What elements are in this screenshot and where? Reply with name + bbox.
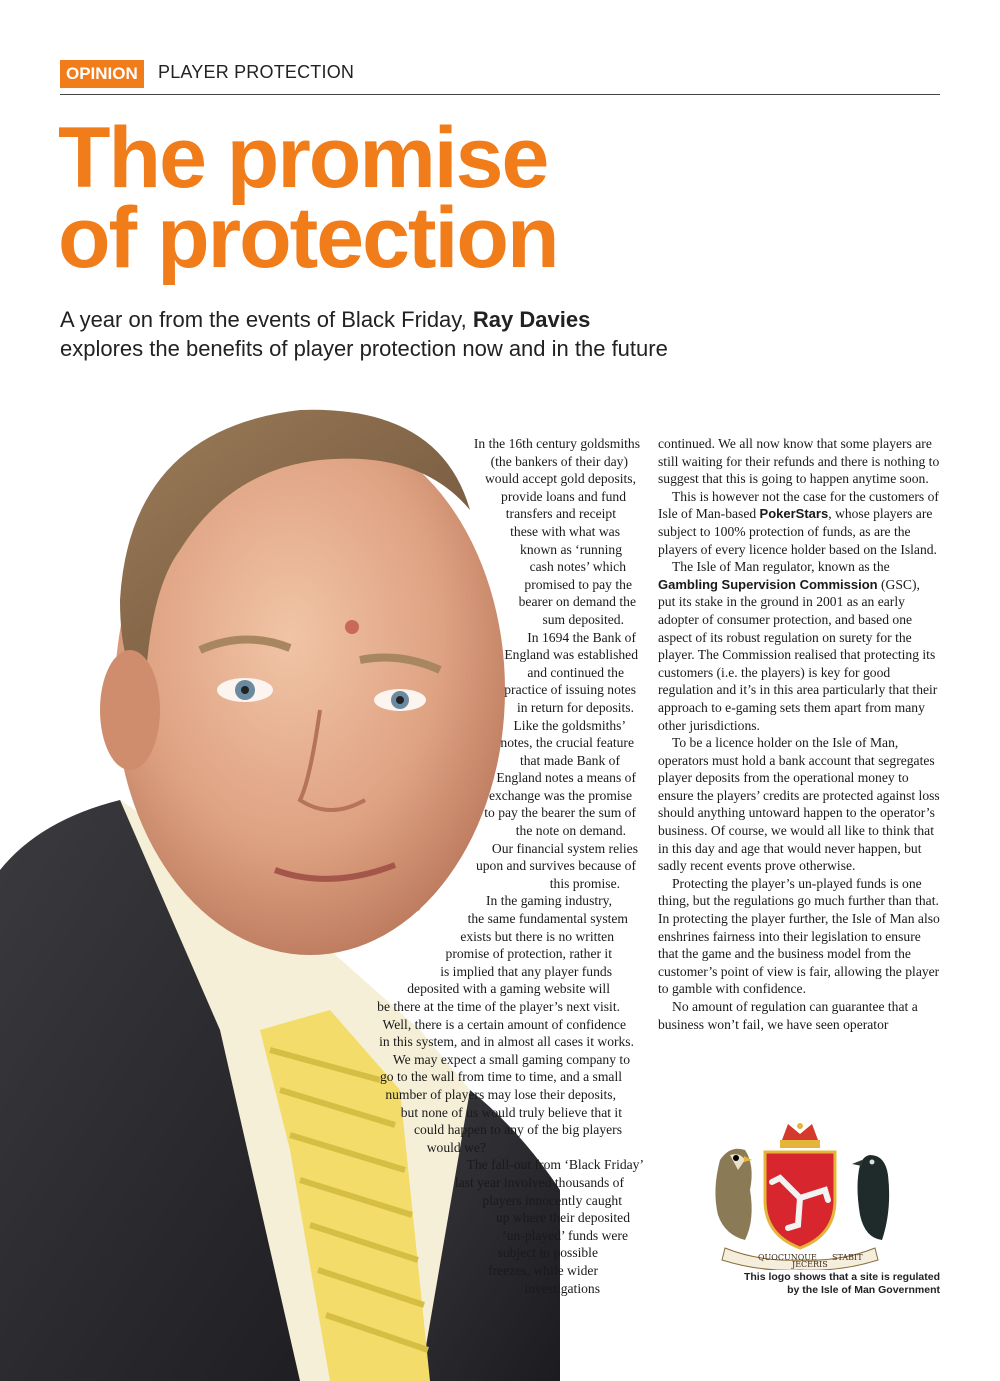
article-line: would accept gold deposits, <box>484 471 636 487</box>
paragraph-text: This is however not the case for the customers of Isle of Man-based <box>658 488 939 522</box>
article-line: Like the goldsmiths’ <box>513 717 626 733</box>
author-name: Ray Davies <box>472 307 591 332</box>
article-line: ‘un-played’ funds were <box>502 1227 628 1243</box>
article-column-one <box>0 435 644 1297</box>
article-line: to pay the bearer the sum of <box>484 805 636 821</box>
article-line: the note on demand. <box>515 823 626 839</box>
article-line: In the 16th century goldsmiths <box>473 436 640 451</box>
article-line: be there at the time of the player’s next visit. <box>377 999 620 1014</box>
article-line: (the bankers of their day) <box>490 453 628 469</box>
article-line: deposited with a gaming website will <box>407 981 610 997</box>
article-line: In the gaming industry, <box>486 893 612 909</box>
article-line: provide loans and fund <box>501 488 626 504</box>
caption-line-1: This logo shows that a site is regulated <box>743 1271 940 1283</box>
article-line: cash notes’ which <box>529 559 626 575</box>
article-line: upon and survives because of <box>475 858 636 874</box>
article-line: promise of protection, rather it <box>445 946 612 962</box>
article-line: could happen to any of the big players <box>413 1122 622 1138</box>
article-line: transfers and receipt <box>505 506 616 522</box>
crest-caption <box>700 1271 940 1297</box>
article-line: In 1694 the Bank of <box>527 629 636 645</box>
article-line: and continued the <box>527 664 624 680</box>
article-line: exists but there is no written <box>460 928 614 944</box>
crest-motto-middle: JECERIS <box>792 1260 828 1269</box>
headline-line-1: The promise <box>58 110 548 206</box>
gsc-name: Gambling Supervision Commission <box>658 576 878 592</box>
article-line: exchange was the promise <box>488 787 632 803</box>
headline-line-2: of protection <box>58 190 558 286</box>
article-line: is implied that any player funds <box>440 963 612 979</box>
article-line: the same fundamental system <box>467 911 628 927</box>
crest-motto-right: STABIT <box>832 1253 863 1262</box>
article-line: up where their deposited <box>495 1210 630 1226</box>
article-line: Our financial system relies <box>491 840 638 856</box>
article-line: Well, there is a certain amount of confidence <box>382 1016 626 1032</box>
paragraph <box>658 488 940 558</box>
article-line: England was established <box>504 647 638 663</box>
article-line: investigations <box>524 1280 600 1296</box>
paragraph: Protecting the player’s un-played funds is one thing, but the regulations go much further than that. In protecting the player further, the Isle of Man also enshrines fairness into their legislation to ensure that the game and the business model from the customer’s point of view is fair, allowing the player to gamble with confidence. <box>658 875 940 997</box>
article-line: last year involved thousands of <box>454 1174 624 1190</box>
article-column-two <box>658 435 940 1033</box>
paragraph-text: , whose players are subject to 100% protection of funds, as are the players of every licence holder based on the Island. <box>658 506 937 557</box>
article-line: in this system, and in almost all cases it works. <box>379 1034 634 1050</box>
article-line: but none of us would truly believe that it <box>400 1104 622 1120</box>
paragraph-text: The Isle of Man regulator, known as the <box>672 559 890 575</box>
article-line: promised to pay the <box>524 576 632 592</box>
article-line: notes, the crucial feature <box>500 735 634 751</box>
crest-motto-left: QUOCUNQUE <box>758 1253 817 1262</box>
paragraph-text: (GSC), put its stake in the ground in 2001 as an early adopter of consumer protection, and based one aspect of its robust regulation on surety for the player. The Commission realised that protecting its customers (i.e. the players) is key for good regulation and it’s in this area particularly that their approach to e-gaming sets them apart from many other jurisdictions. <box>658 576 938 733</box>
article-line: in return for deposits. <box>516 699 634 715</box>
standfirst <box>60 305 880 363</box>
section-header <box>60 58 940 95</box>
isle-of-man-coat-of-arms-icon <box>700 1120 900 1270</box>
article-line: this promise. <box>549 875 620 891</box>
article-line: bearer on demand the <box>518 594 636 610</box>
article-line: freezes, while wider <box>488 1262 598 1278</box>
article-line: England notes a means of <box>496 770 636 786</box>
article-line: practice of issuing notes <box>504 682 636 698</box>
article-line: players innocently caught <box>482 1192 622 1208</box>
article-line: these with what was <box>510 523 620 539</box>
caption-line-2: by the Isle of Man Government <box>787 1284 940 1296</box>
article-line: sum deposited. <box>542 611 624 627</box>
paragraph <box>658 558 940 734</box>
standfirst-line-2: explores the benefits of player protection now and in the future <box>60 336 668 361</box>
article-line: We may expect a small gaming company to <box>392 1051 630 1067</box>
standfirst-prefix: A year on from the events of Black Friday, <box>60 307 473 332</box>
article-line: number of players may lose their deposits, <box>385 1086 616 1102</box>
section-topic: PLAYER PROTECTION <box>158 62 355 82</box>
pokerstars-name: PokerStars <box>759 506 829 522</box>
paragraph: No amount of regulation can guarantee that a business won’t fail, we have seen operator <box>658 999 918 1032</box>
article-line: known as ‘running <box>520 541 622 557</box>
article-line: would we? <box>426 1139 486 1155</box>
paragraph: To be a licence holder on the Isle of Man, operators must hold a bank account that segregates player deposits from the operational money to ensure the players’ credits are protected against loss should anything untoward happen to the operator’s business. Of course, we would all like to think that in this day and age that would never happen, but sadly recent events prove otherwise. <box>658 735 940 874</box>
paragraph: continued. We all now know that some players are still waiting for their refunds and there is nothing to suggest that this is going to happen anytime soon. <box>658 436 940 487</box>
article-line: go to the wall from time to time, and a small <box>380 1069 622 1085</box>
article-line: subject to possible <box>497 1245 598 1261</box>
headline <box>58 110 758 286</box>
article-line: that made Bank of <box>519 752 620 768</box>
article-line: The fall-out from ‘Black Friday’ <box>466 1157 644 1173</box>
section-tag: OPINION <box>60 60 144 88</box>
